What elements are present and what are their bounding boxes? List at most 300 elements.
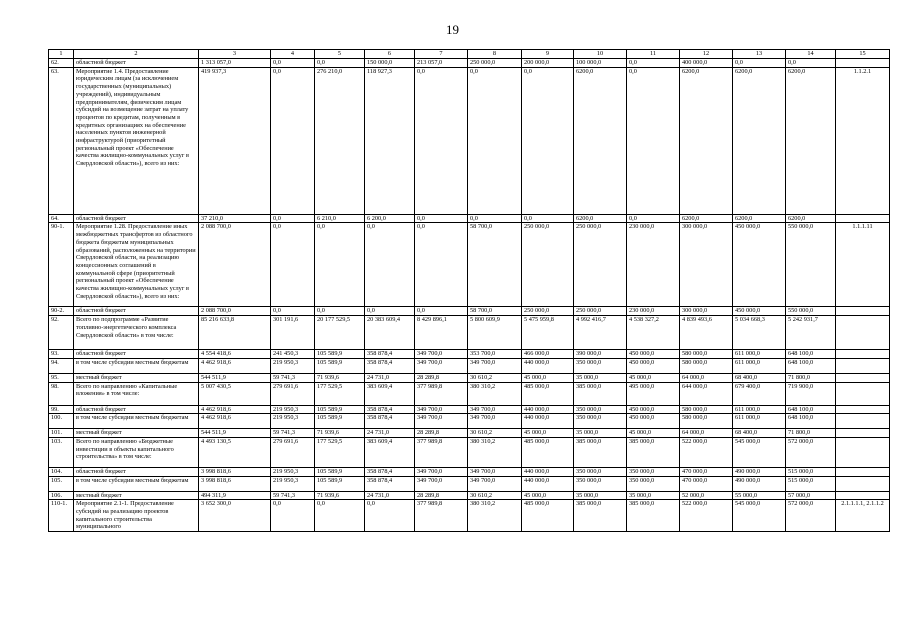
table-cell: 611 000,0 [733, 358, 786, 373]
header-cell: 9 [522, 50, 574, 59]
table-row [49, 223, 890, 307]
table-cell: 0,0 [365, 500, 415, 532]
table-cell: 490 000,0 [733, 467, 786, 476]
table-cell: 0,0 [627, 59, 680, 68]
table-cell: 0,0 [522, 67, 574, 214]
row-number: 94. [49, 358, 74, 373]
table-cell: 485 000,0 [522, 437, 574, 467]
table-cell: 6200,0 [680, 214, 733, 223]
table-cell: 0,0 [315, 59, 365, 68]
table-cell: 4 992 416,7 [574, 316, 627, 350]
row-number: 104. [49, 467, 74, 476]
table-cell: 0,0 [786, 59, 836, 68]
row-number: 100. [49, 414, 74, 429]
table-cell: 545 000,0 [733, 437, 786, 467]
table-cell: 358 878,4 [365, 476, 415, 491]
table-cell [836, 476, 890, 491]
table-cell: 24 731,0 [365, 373, 415, 382]
table-cell: 28 289,8 [415, 373, 468, 382]
table-cell: 350 000,0 [574, 476, 627, 491]
header-cell: 14 [786, 50, 836, 59]
table-row [49, 307, 890, 316]
table-cell: 440 000,0 [522, 476, 574, 491]
table-cell: 6 210,0 [315, 214, 365, 223]
table-cell: 4 462 918,6 [199, 414, 271, 429]
table-cell: 105 589,9 [315, 467, 365, 476]
table-cell [836, 429, 890, 438]
table-cell: 450 000,0 [627, 414, 680, 429]
table-cell: 358 878,4 [365, 414, 415, 429]
row-description: областной бюджет [74, 214, 199, 223]
table-cell: 71 800,0 [786, 429, 836, 438]
table-cell: 390 000,0 [574, 350, 627, 359]
table-cell: 450 000,0 [733, 223, 786, 307]
table-row [49, 500, 890, 532]
table-cell: 20 177 529,5 [315, 316, 365, 350]
table-cell: 0,0 [315, 223, 365, 307]
table-cell: 8 429 896,1 [415, 316, 468, 350]
table-cell: 358 878,4 [365, 405, 415, 414]
table-cell: 440 000,0 [522, 405, 574, 414]
header-cell: 3 [199, 50, 271, 59]
table-cell: 350 000,0 [627, 476, 680, 491]
table-cell: 466 000,0 [522, 350, 574, 359]
table-cell: 45 000,0 [627, 373, 680, 382]
table-cell: 219 950,3 [271, 467, 315, 476]
table-cell: 0,0 [733, 59, 786, 68]
table-cell: 611 000,0 [733, 414, 786, 429]
table-cell: 648 100,0 [786, 358, 836, 373]
table-cell [836, 491, 890, 500]
table-cell: 3 652 300,0 [199, 500, 271, 532]
table-cell: 68 400,0 [733, 429, 786, 438]
table-row [49, 350, 890, 359]
table-cell: 105 589,9 [315, 414, 365, 429]
row-number: 90-2. [49, 307, 74, 316]
table-cell: 71 939,6 [315, 491, 365, 500]
table-cell: 350 000,0 [574, 358, 627, 373]
table-cell: 300 000,0 [680, 307, 733, 316]
table-cell: 177 529,5 [315, 382, 365, 405]
table-cell: 470 000,0 [680, 467, 733, 476]
row-number: 90-1. [49, 223, 74, 307]
row-number: 95. [49, 373, 74, 382]
table-cell: 85 216 633,8 [199, 316, 271, 350]
table-cell: 0,0 [468, 214, 522, 223]
page-number: 19 [446, 22, 459, 37]
table-cell: 0,0 [415, 223, 468, 307]
table-cell: 1.1.2.1 [836, 67, 890, 214]
table-cell: 349 700,0 [468, 405, 522, 414]
table-cell: 35 000,0 [574, 429, 627, 438]
table-cell: 377 989,8 [415, 382, 468, 405]
table-cell: 0,0 [271, 500, 315, 532]
row-number: 105. [49, 476, 74, 491]
table-cell: 0,0 [468, 67, 522, 214]
table-row [49, 316, 890, 350]
row-description: областной бюджет [74, 405, 199, 414]
table-cell: 470 000,0 [680, 476, 733, 491]
table-cell [836, 382, 890, 405]
table-cell: 349 700,0 [415, 350, 468, 359]
table-row [49, 214, 890, 223]
table-cell: 358 878,4 [365, 350, 415, 359]
table-cell: 105 589,9 [315, 405, 365, 414]
row-description: Мероприятие 2.1-1. Предоставление субсидий на реализацию проектов капитального строительства муниципального [74, 500, 199, 532]
table-cell: 177 529,5 [315, 437, 365, 467]
table-cell: 105 589,9 [315, 358, 365, 373]
table-cell: 6200,0 [733, 214, 786, 223]
table-cell: 4 839 493,6 [680, 316, 733, 350]
table-cell: 679 400,0 [733, 382, 786, 405]
table-cell: 276 210,0 [315, 67, 365, 214]
table-cell: 450 000,0 [733, 307, 786, 316]
table-cell: 250 000,0 [574, 223, 627, 307]
table-row [49, 382, 890, 405]
table-cell: 0,0 [315, 500, 365, 532]
table-cell: 349 700,0 [415, 414, 468, 429]
table-cell: 545 000,0 [733, 500, 786, 532]
table-cell: 0,0 [271, 307, 315, 316]
table-cell: 300 000,0 [680, 223, 733, 307]
table-cell: 572 000,0 [786, 500, 836, 532]
table-cell: 490 000,0 [733, 476, 786, 491]
table-cell: 580 000,0 [680, 405, 733, 414]
table-cell: 2.1.1.1.1, 2.1.1.2 [836, 500, 890, 532]
table-cell: 59 741,3 [271, 373, 315, 382]
table-cell: 611 000,0 [733, 405, 786, 414]
row-number: 101. [49, 429, 74, 438]
table-cell: 45 000,0 [522, 429, 574, 438]
table-cell: 0,0 [627, 214, 680, 223]
row-number: 92. [49, 316, 74, 350]
table-cell: 572 000,0 [786, 437, 836, 467]
table-row [49, 59, 890, 68]
row-number: 106. [49, 491, 74, 500]
table-cell: 385 000,0 [574, 382, 627, 405]
table-cell: 6200,0 [574, 67, 627, 214]
table-cell: 105 589,9 [315, 350, 365, 359]
table-row [49, 476, 890, 491]
table-cell: 0,0 [365, 307, 415, 316]
table-cell: 100 000,0 [574, 59, 627, 68]
row-number: 62. [49, 59, 74, 68]
table-cell: 380 310,2 [468, 437, 522, 467]
table-cell: 1 313 057,0 [199, 59, 271, 68]
table-cell: 4 538 327,2 [627, 316, 680, 350]
table-cell: 35 000,0 [574, 491, 627, 500]
table-cell: 377 989,8 [415, 437, 468, 467]
table-cell [836, 316, 890, 350]
table-cell: 349 700,0 [468, 358, 522, 373]
table-cell: 58 700,0 [468, 223, 522, 307]
table-cell: 611 000,0 [733, 350, 786, 359]
header-cell: 13 [733, 50, 786, 59]
row-number: 110-1. [49, 500, 74, 532]
table-cell: 419 937,3 [199, 67, 271, 214]
header-cell: 8 [468, 50, 522, 59]
table-cell [836, 350, 890, 359]
table-cell: 385 000,0 [627, 437, 680, 467]
header-cell: 11 [627, 50, 680, 59]
table-cell: 30 610,2 [468, 491, 522, 500]
table-cell: 544 511,9 [199, 429, 271, 438]
table-cell [836, 307, 890, 316]
row-description: местный бюджет [74, 429, 199, 438]
table-cell: 648 100,0 [786, 414, 836, 429]
table-cell: 0,0 [271, 67, 315, 214]
table-cell: 59 741,3 [271, 491, 315, 500]
table-cell: 55 000,0 [733, 491, 786, 500]
table-cell: 440 000,0 [522, 358, 574, 373]
table-cell: 440 000,0 [522, 467, 574, 476]
table-cell: 377 989,8 [415, 500, 468, 532]
table-cell: 522 000,0 [680, 500, 733, 532]
table-cell [836, 467, 890, 476]
table-cell: 349 700,0 [468, 414, 522, 429]
table-cell: 349 700,0 [415, 358, 468, 373]
table-cell: 230 000,0 [627, 223, 680, 307]
table-cell: 358 878,4 [365, 358, 415, 373]
table-cell: 28 289,8 [415, 491, 468, 500]
table-cell: 6200,0 [733, 67, 786, 214]
table-cell: 3 998 818,6 [199, 476, 271, 491]
table-cell: 5 475 959,8 [522, 316, 574, 350]
table-cell: 219 950,3 [271, 476, 315, 491]
table-cell: 64 000,0 [680, 373, 733, 382]
table-cell: 349 700,0 [468, 467, 522, 476]
row-description: в том числе субсидии местным бюджетам [74, 476, 199, 491]
table-cell: 450 000,0 [627, 358, 680, 373]
table-row [49, 373, 890, 382]
table-cell: 6200,0 [786, 67, 836, 214]
row-number: 103. [49, 437, 74, 467]
table-cell: 219 950,3 [271, 358, 315, 373]
table-cell [836, 373, 890, 382]
header-cell: 7 [415, 50, 468, 59]
table-cell: 45 000,0 [627, 429, 680, 438]
table-cell: 4 462 918,6 [199, 358, 271, 373]
table-cell: 59 741,3 [271, 429, 315, 438]
row-number: 93. [49, 350, 74, 359]
table-cell: 28 289,8 [415, 429, 468, 438]
table-cell: 5 034 668,3 [733, 316, 786, 350]
table-row [49, 437, 890, 467]
header-row [49, 50, 890, 59]
row-description: Всего по направлению «Капитальные вложения» в том числе: [74, 382, 199, 405]
table-cell: 105 589,9 [315, 476, 365, 491]
table-cell: 648 100,0 [786, 350, 836, 359]
table-cell: 385 000,0 [627, 500, 680, 532]
row-description: областной бюджет [74, 467, 199, 476]
table-cell: 250 000,0 [522, 307, 574, 316]
table-row [49, 429, 890, 438]
table-cell: 213 057,0 [415, 59, 468, 68]
table-cell: 358 878,4 [365, 467, 415, 476]
table-cell [836, 437, 890, 467]
table-cell: 0,0 [522, 214, 574, 223]
table-cell: 4 493 130,5 [199, 437, 271, 467]
table-cell: 0,0 [271, 59, 315, 68]
row-description: областной бюджет [74, 59, 199, 68]
table-cell: 719 900,0 [786, 382, 836, 405]
header-cell: 12 [680, 50, 733, 59]
table-cell: 522 000,0 [680, 437, 733, 467]
table-cell: 230 000,0 [627, 307, 680, 316]
table-cell: 380 310,2 [468, 382, 522, 405]
table-cell: 250 000,0 [574, 307, 627, 316]
table-cell: 200 000,0 [522, 59, 574, 68]
table-cell: 118 927,3 [365, 67, 415, 214]
table-cell: 0,0 [627, 67, 680, 214]
table-cell: 250 000,0 [468, 59, 522, 68]
table-cell: 71 939,6 [315, 429, 365, 438]
row-description: областной бюджет [74, 307, 199, 316]
header-cell: 5 [315, 50, 365, 59]
table-cell: 644 000,0 [680, 382, 733, 405]
table-cell: 0,0 [271, 223, 315, 307]
table-cell: 20 383 609,4 [365, 316, 415, 350]
table-cell: 5 007 430,5 [199, 382, 271, 405]
header-cell: 10 [574, 50, 627, 59]
table-cell: 52 000,0 [680, 491, 733, 500]
table-cell: 1.1.1.11 [836, 223, 890, 307]
table-cell: 24 731,0 [365, 429, 415, 438]
table-cell: 6200,0 [786, 214, 836, 223]
table-cell: 6200,0 [574, 214, 627, 223]
table-cell [836, 59, 890, 68]
row-description: областной бюджет [74, 350, 199, 359]
table-cell: 3 998 818,6 [199, 467, 271, 476]
table-cell: 35 000,0 [574, 373, 627, 382]
row-number: 64. [49, 214, 74, 223]
table-cell: 495 000,0 [627, 382, 680, 405]
table-row [49, 491, 890, 500]
table-cell: 30 610,2 [468, 373, 522, 382]
table-cell: 0,0 [415, 67, 468, 214]
table-cell: 353 700,0 [468, 350, 522, 359]
table-cell: 30 610,2 [468, 429, 522, 438]
table-cell: 550 000,0 [786, 307, 836, 316]
row-description: в том числе субсидии местным бюджетам [74, 414, 199, 429]
table-cell: 400 000,0 [680, 59, 733, 68]
table-row [49, 67, 890, 214]
table-cell: 241 450,3 [271, 350, 315, 359]
table-cell: 515 000,0 [786, 467, 836, 476]
table-cell: 219 950,3 [271, 405, 315, 414]
table-cell: 71 800,0 [786, 373, 836, 382]
table-cell: 494 311,9 [199, 491, 271, 500]
table-cell: 6200,0 [680, 67, 733, 214]
table-cell: 385 000,0 [574, 500, 627, 532]
table-cell: 4 462 918,6 [199, 405, 271, 414]
table-cell: 450 000,0 [627, 405, 680, 414]
table-cell: 0,0 [315, 307, 365, 316]
table-cell: 64 000,0 [680, 429, 733, 438]
table-row [49, 467, 890, 476]
table-cell: 58 700,0 [468, 307, 522, 316]
row-description: Мероприятие 1.4. Предоставление юридическим лицам (за исключением государственных (муниципальных) учреждений), индивидуальным предпринимателям, физическим лицам субсидий на возмещение затрат на уплату процентов по кредитам, полученным в кредитных организациях на обеспечение населенных пунктов инженерной инфраструктурой (приоритетный региональный проект «Обеспечение качества жилищно-коммунальных услуг в Свердловской области»), всего из них: [74, 67, 199, 214]
header-cell: 15 [836, 50, 890, 59]
header-cell: 6 [365, 50, 415, 59]
table-cell: 45 000,0 [522, 491, 574, 500]
table-cell: 4 554 418,6 [199, 350, 271, 359]
table-cell: 0,0 [415, 214, 468, 223]
table-cell: 5 242 931,7 [786, 316, 836, 350]
table-cell: 349 700,0 [415, 405, 468, 414]
table-cell: 385 000,0 [574, 437, 627, 467]
table-cell: 380 310,2 [468, 500, 522, 532]
table-cell: 550 000,0 [786, 223, 836, 307]
table-cell: 68 400,0 [733, 373, 786, 382]
table-cell: 350 000,0 [574, 414, 627, 429]
table-cell: 301 191,6 [271, 316, 315, 350]
table-cell: 440 000,0 [522, 414, 574, 429]
table-cell: 383 609,4 [365, 382, 415, 405]
table-cell: 219 950,3 [271, 414, 315, 429]
row-description: Всего по подпрограмме «Развитие топливно-энергетического комплекса Свердловской области» в том числе: [74, 316, 199, 350]
table-cell: 349 700,0 [415, 467, 468, 476]
table-cell [836, 405, 890, 414]
table-cell: 648 100,0 [786, 405, 836, 414]
table-cell: 37 210,0 [199, 214, 271, 223]
table-cell: 580 000,0 [680, 350, 733, 359]
table-cell: 544 511,9 [199, 373, 271, 382]
table-cell: 2 088 700,0 [199, 307, 271, 316]
table-row [49, 405, 890, 414]
table-cell: 0,0 [415, 307, 468, 316]
table-cell [836, 414, 890, 429]
header-cell: 4 [271, 50, 315, 59]
budget-table [48, 49, 890, 532]
table-cell: 250 000,0 [522, 223, 574, 307]
row-number: 63. [49, 67, 74, 214]
table-cell: 6 200,0 [365, 214, 415, 223]
row-description: в том числе субсидии местным бюджетам [74, 358, 199, 373]
table-cell: 485 000,0 [522, 382, 574, 405]
row-description: местный бюджет [74, 373, 199, 382]
table-cell: 279 691,6 [271, 437, 315, 467]
table-cell: 24 731,0 [365, 491, 415, 500]
table-cell: 350 000,0 [627, 467, 680, 476]
table-cell: 580 000,0 [680, 358, 733, 373]
table-cell: 350 000,0 [574, 467, 627, 476]
table-cell: 349 700,0 [415, 476, 468, 491]
table-cell: 2 088 700,0 [199, 223, 271, 307]
table-cell [836, 214, 890, 223]
table-cell: 150 000,0 [365, 59, 415, 68]
table-body [49, 59, 890, 532]
table-cell: 57 000,0 [786, 491, 836, 500]
table-row [49, 414, 890, 429]
row-description: местный бюджет [74, 491, 199, 500]
row-number: 99. [49, 405, 74, 414]
row-description: Мероприятие 1.28. Предоставление иных межбюджетных трансфертов из областного бюджета бюджетам муниципальных образований, расположенных на территории Свердловской области, на реализацию концессионных соглашений в коммунальной сфере (приоритетный региональный проект «Обеспечение качества жилищно-коммунальных услуг в Свердловской области»), всего из них: [74, 223, 199, 307]
table-cell: 580 000,0 [680, 414, 733, 429]
table-cell: 349 700,0 [468, 476, 522, 491]
table-cell: 485 000,0 [522, 500, 574, 532]
header-cell: 2 [74, 50, 199, 59]
row-number: 98. [49, 382, 74, 405]
table-cell: 0,0 [271, 214, 315, 223]
row-description: Всего по направлению «Бюджетные инвестиции в объекты капитального строительства» в том числе: [74, 437, 199, 467]
table-cell: 71 939,6 [315, 373, 365, 382]
table-cell: 515 000,0 [786, 476, 836, 491]
table-cell: 350 000,0 [574, 405, 627, 414]
table-cell: 383 609,4 [365, 437, 415, 467]
table-row [49, 358, 890, 373]
table-cell: 279 691,6 [271, 382, 315, 405]
